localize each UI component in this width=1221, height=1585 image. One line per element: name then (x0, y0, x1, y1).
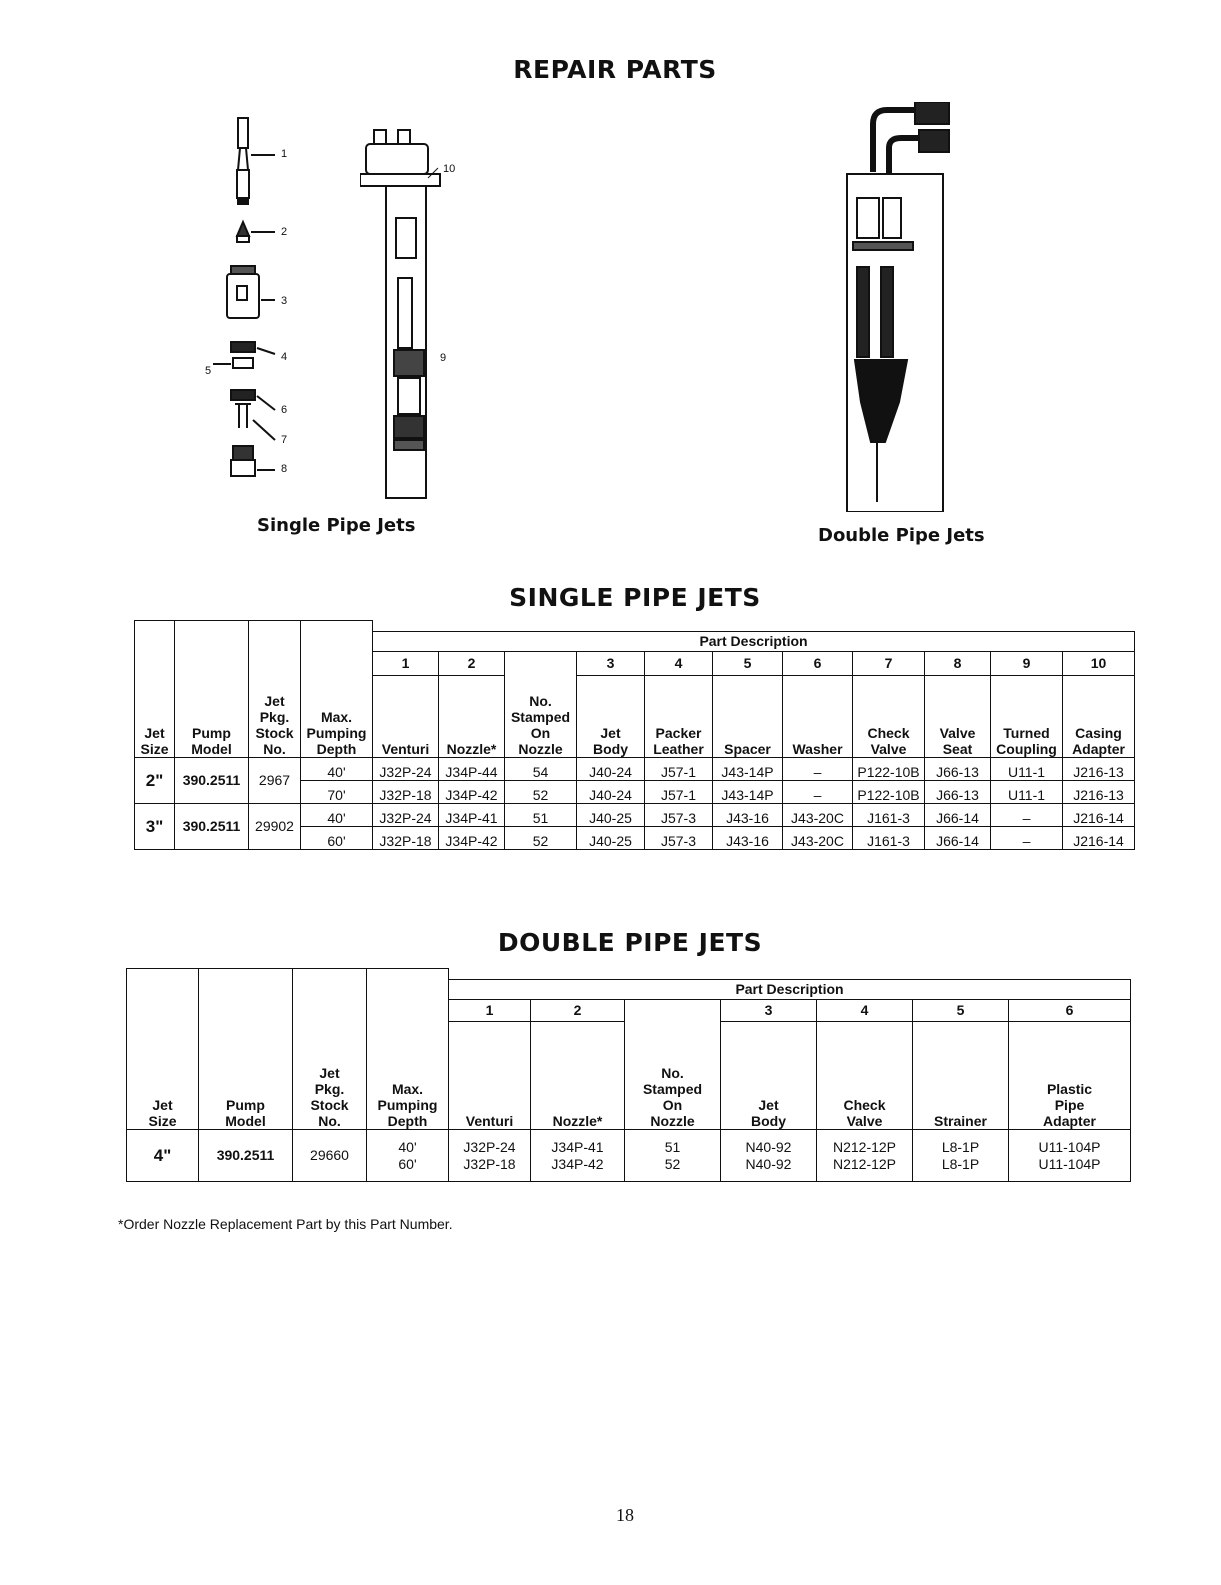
stock-no-cell: 29660 (293, 1130, 367, 1182)
pump-model-cell: 390.2511 (199, 1130, 293, 1182)
blank-header-cell (175, 621, 249, 676)
spacer-header: Spacer (713, 676, 783, 758)
pump-model-header: Pump Model (199, 1022, 293, 1130)
blank-header-cell (249, 621, 301, 676)
blank-header-cell (505, 652, 577, 676)
max-depth-header: Max. Pumping Depth (367, 1022, 449, 1130)
venturi-cell: J32P-18 (373, 781, 439, 804)
part-number-8: 8 (925, 652, 991, 676)
pump-model-header: Pump Model (175, 676, 249, 758)
venturi-header: Venturi (373, 676, 439, 758)
part-number-9: 9 (991, 652, 1063, 676)
valve-seat-header: Valve Seat (925, 676, 991, 758)
callout-9: 9 (440, 352, 447, 364)
part-number-5: 5 (913, 1000, 1009, 1022)
jet-body-header: Jet Body (721, 1022, 817, 1130)
packer-cell: J57-1 (645, 758, 713, 781)
part-description-header: Part Description (373, 632, 1135, 652)
double-pipe-caption: Double Pipe Jets (818, 525, 985, 546)
jet-body-cell: J40-24 (577, 758, 645, 781)
washer-cell: J43-20C (783, 804, 853, 827)
table-row (127, 1130, 1131, 1182)
strainer-header: Strainer (913, 1022, 1009, 1130)
table-row (135, 804, 1135, 827)
stamped-cell: 52 (505, 827, 577, 850)
jet-body-cell: J40-25 (577, 804, 645, 827)
depth-cell: 40' (301, 804, 373, 827)
coupling-cell: U11-1 (991, 781, 1063, 804)
casing-adapter-header: Casing Adapter (1063, 676, 1135, 758)
callout-6: 6 (281, 404, 288, 416)
stamped-cell: 51 52 (625, 1130, 721, 1182)
packer-cell: J57-1 (645, 781, 713, 804)
pump-model-cell: 390.2511 (175, 804, 249, 850)
callout-1: 1 (281, 148, 288, 160)
nozzle-cell: J34P-42 (439, 781, 505, 804)
part-number-3: 3 (577, 652, 645, 676)
part-number-1: 1 (449, 1000, 531, 1022)
stock-no-header: Jet Pkg. Stock No. (249, 676, 301, 758)
check-valve-cell: J161-3 (853, 827, 925, 850)
packer-leather-header: Packer Leather (645, 676, 713, 758)
venturi-cell: J32P-24 (373, 804, 439, 827)
venturi-cell: J32P-24 (373, 758, 439, 781)
nozzle-header: Nozzle* (531, 1022, 625, 1130)
plastic-pipe-adapter-header: Plastic Pipe Adapter (1009, 1022, 1131, 1130)
part-number-5: 5 (713, 652, 783, 676)
spacer-cell: J43-16 (713, 804, 783, 827)
part-number-2: 2 (439, 652, 505, 676)
stock-no-header: Jet Pkg. Stock No. (293, 1022, 367, 1130)
depth-cell: 40' 60' (367, 1130, 449, 1182)
check-valve-cell: P122-10B (853, 758, 925, 781)
nozzle-cell: J34P-42 (439, 827, 505, 850)
callout-10: 10 (443, 163, 456, 175)
jet-size-header: Jet Size (135, 676, 175, 758)
packer-cell: J57-3 (645, 827, 713, 850)
single-pipe-jet-parts-illustration (195, 110, 315, 490)
blank-header-cell (625, 1000, 721, 1022)
plastic-adapter-cell: U11-104P U11-104P (1009, 1130, 1131, 1182)
stamped-header: No. Stamped On Nozzle (625, 1022, 721, 1130)
coupling-cell: – (991, 804, 1063, 827)
stock-no-cell: 2967 (249, 758, 301, 804)
part-number-6: 6 (1009, 1000, 1131, 1022)
casing-cell: J216-14 (1063, 827, 1135, 850)
coupling-cell: – (991, 827, 1063, 850)
washer-cell: J43-20C (783, 827, 853, 850)
spacer-cell (373, 621, 1135, 632)
stamped-cell: 51 (505, 804, 577, 827)
part-number-7: 7 (853, 652, 925, 676)
callout-5: 5 (205, 365, 212, 377)
single-pipe-jets-title: SINGLE PIPE JETS (509, 583, 761, 612)
table-row (135, 758, 1135, 781)
blank-header-cell (301, 621, 373, 676)
check-valve-cell: J161-3 (853, 804, 925, 827)
casing-cell: J216-13 (1063, 781, 1135, 804)
jet-body-header: Jet Body (577, 676, 645, 758)
stamped-cell: 52 (505, 781, 577, 804)
depth-cell: 60' (301, 827, 373, 850)
check-valve-header: Check Valve (853, 676, 925, 758)
blank-header-cell (293, 969, 367, 1022)
valve-seat-cell: J66-13 (925, 758, 991, 781)
callout-8: 8 (281, 463, 288, 475)
callout-2: 2 (281, 226, 288, 238)
check-valve-cell: N212-12P N212-12P (817, 1130, 913, 1182)
spacer-cell: J43-16 (713, 827, 783, 850)
venturi-cell: J32P-24 J32P-18 (449, 1130, 531, 1182)
casing-cell: J216-13 (1063, 758, 1135, 781)
footnote: *Order Nozzle Replacement Part by this Part Number. (118, 1216, 453, 1232)
coupling-cell: U11-1 (991, 758, 1063, 781)
jet-body-cell: J40-24 (577, 781, 645, 804)
single-pipe-jet-assembly-illustration (360, 128, 450, 500)
callout-7: 7 (281, 434, 288, 446)
casing-cell: J216-14 (1063, 804, 1135, 827)
blank-header-cell (135, 621, 175, 676)
valve-seat-cell: J66-14 (925, 827, 991, 850)
jet-body-cell: N40-92 N40-92 (721, 1130, 817, 1182)
check-valve-cell: P122-10B (853, 781, 925, 804)
single-pipe-jets-table (134, 620, 1135, 850)
washer-cell: – (783, 781, 853, 804)
spacer-cell (449, 969, 1131, 980)
spacer-cell: J43-14P (713, 781, 783, 804)
jet-size-cell: 4" (127, 1130, 199, 1182)
venturi-cell: J32P-18 (373, 827, 439, 850)
part-number-2: 2 (531, 1000, 625, 1022)
double-pipe-jets-title: DOUBLE PIPE JETS (497, 928, 763, 957)
pump-model-cell: 390.2511 (175, 758, 249, 804)
depth-cell: 70' (301, 781, 373, 804)
strainer-cell: L8-1P L8-1P (913, 1130, 1009, 1182)
stock-no-cell: 29902 (249, 804, 301, 850)
washer-cell: – (783, 758, 853, 781)
part-description-header: Part Description (449, 980, 1131, 1000)
stamped-header: No. Stamped On Nozzle (505, 676, 577, 758)
valve-seat-cell: J66-14 (925, 804, 991, 827)
jet-body-cell: J40-25 (577, 827, 645, 850)
blank-header-cell (199, 969, 293, 1022)
blank-header-cell (127, 969, 199, 1022)
stamped-cell: 54 (505, 758, 577, 781)
part-number-10: 10 (1063, 652, 1135, 676)
jet-size-cell: 2" (135, 758, 175, 804)
washer-header: Washer (783, 676, 853, 758)
callout-3: 3 (281, 295, 288, 307)
part-number-3: 3 (721, 1000, 817, 1022)
part-number-4: 4 (817, 1000, 913, 1022)
packer-cell: J57-3 (645, 804, 713, 827)
venturi-header: Venturi (449, 1022, 531, 1130)
depth-cell: 40' (301, 758, 373, 781)
valve-seat-cell: J66-13 (925, 781, 991, 804)
spacer-cell: J43-14P (713, 758, 783, 781)
blank-header-cell (367, 969, 449, 1022)
single-pipe-caption: Single Pipe Jets (257, 515, 416, 536)
callout-4: 4 (281, 351, 288, 363)
nozzle-header: Nozzle* (439, 676, 505, 758)
nozzle-cell: J34P-41 (439, 804, 505, 827)
jet-size-header: Jet Size (127, 1022, 199, 1130)
nozzle-cell: J34P-41 J34P-42 (531, 1130, 625, 1182)
turned-coupling-header: Turned Coupling (991, 676, 1063, 758)
nozzle-cell: J34P-44 (439, 758, 505, 781)
part-number-4: 4 (645, 652, 713, 676)
page-number: 18 (616, 1505, 634, 1525)
double-pipe-jets-table (126, 968, 1131, 1182)
check-valve-header: Check Valve (817, 1022, 913, 1130)
page-title: REPAIR PARTS (513, 55, 717, 84)
part-number-6: 6 (783, 652, 853, 676)
jet-size-cell: 3" (135, 804, 175, 850)
double-pipe-jet-illustration (843, 102, 963, 512)
max-depth-header: Max. Pumping Depth (301, 676, 373, 758)
part-number-1: 1 (373, 652, 439, 676)
